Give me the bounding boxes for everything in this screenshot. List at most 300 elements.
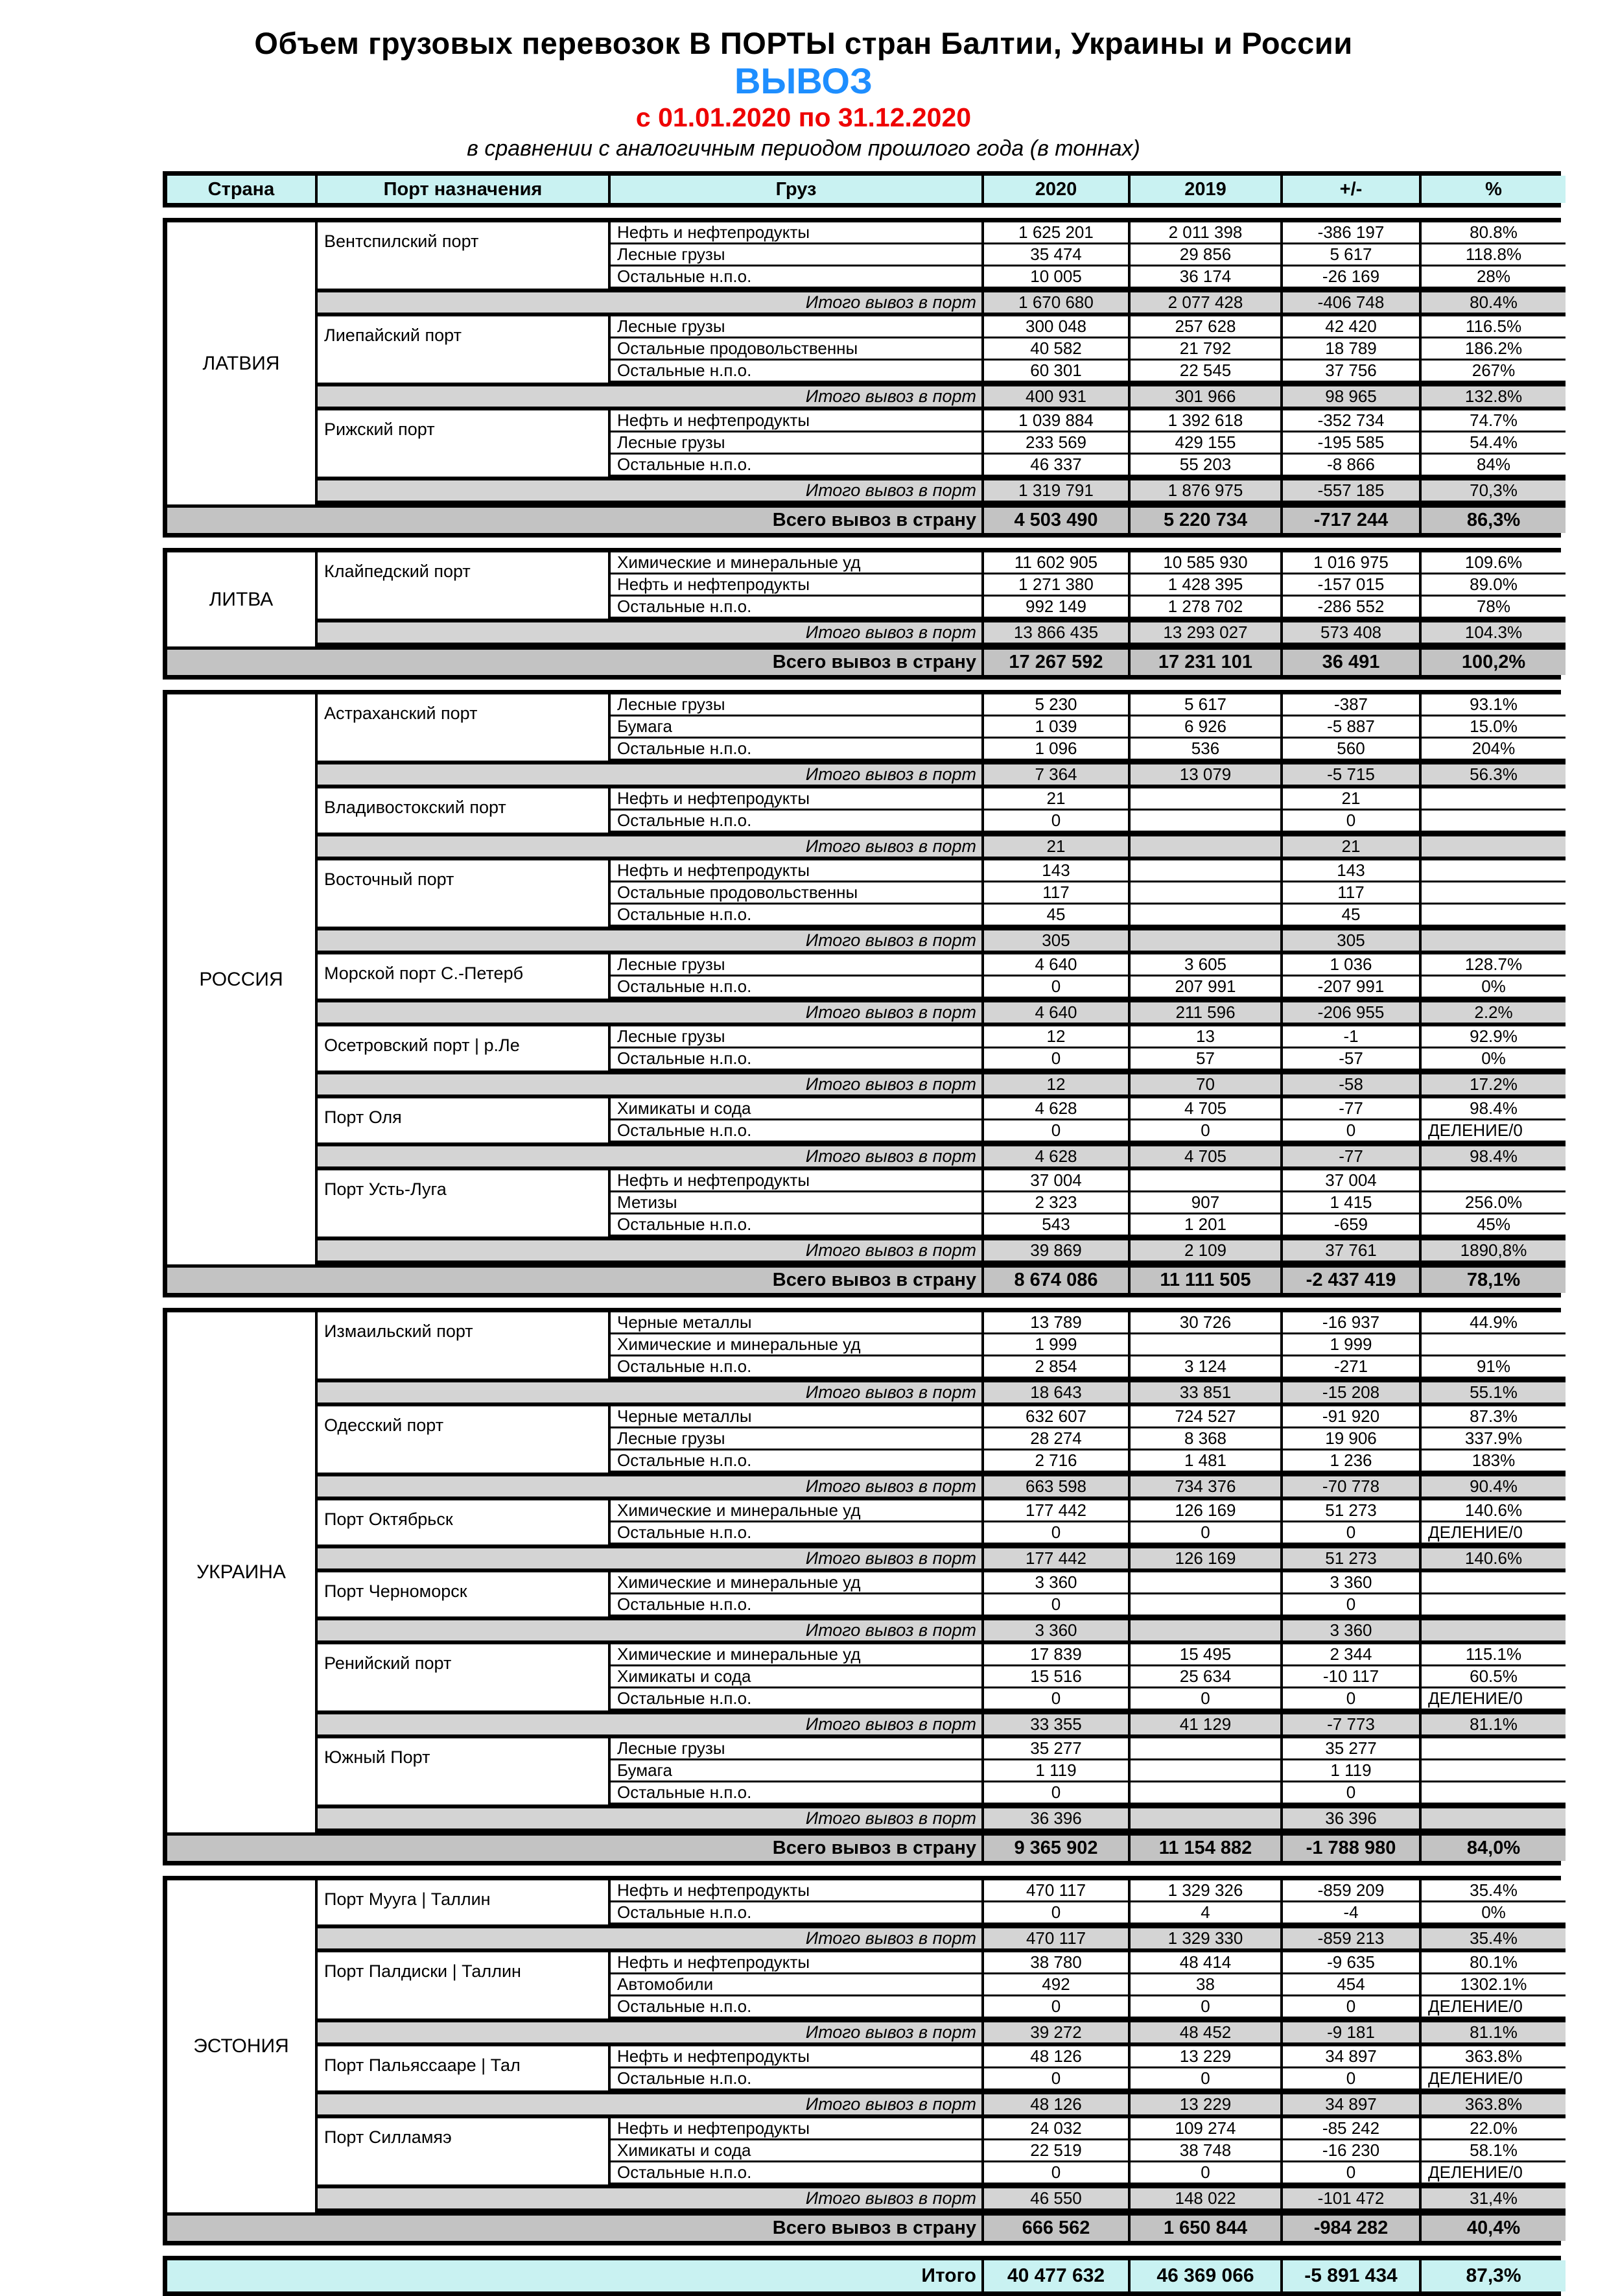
cargo-name: Нефть и нефтепродукты — [611, 574, 984, 597]
value-2019: 0 — [1131, 1120, 1283, 1142]
export-subtitle: ВЫВОЗ — [734, 60, 873, 101]
port-name: Морской порт С.-Петерб — [318, 954, 611, 999]
cargo-name: Остальные н.п.о. — [611, 1356, 984, 1379]
port-total-value-diff: -15 208 — [1283, 1379, 1422, 1406]
cargo-name: Остальные н.п.о. — [611, 1688, 984, 1710]
port-total-label: Итого вывоз в порт — [318, 1710, 984, 1738]
cargo-name: Нефть и нефтепродукты — [611, 860, 984, 882]
port-name: Порт Силламяэ — [318, 2118, 611, 2184]
value-diff: -85 242 — [1283, 2118, 1422, 2140]
value-pct: 128.7% — [1422, 954, 1566, 976]
value-pct: 98.4% — [1422, 1098, 1566, 1120]
cargo-name: Остальные н.п.о. — [611, 1996, 984, 2018]
value-pct — [1422, 860, 1566, 882]
value-2020: 0 — [984, 1522, 1131, 1544]
value-2020: 28 274 — [984, 1428, 1131, 1450]
value-pct: 118.8% — [1422, 244, 1566, 266]
column-header-2019: 2019 — [1131, 176, 1283, 203]
value-2020: 992 149 — [984, 597, 1131, 619]
port-name: Одесский порт — [318, 1406, 611, 1473]
port-total-value-pct: 70,3% — [1422, 477, 1566, 504]
value-2019: 5 617 — [1131, 694, 1283, 716]
value-2019: 6 926 — [1131, 716, 1283, 739]
port-total-label: Итого вывоз в порт — [318, 1544, 984, 1572]
value-pct: 204% — [1422, 739, 1566, 761]
cargo-name: Остальные н.п.о. — [611, 266, 984, 289]
value-2019: 55 203 — [1131, 455, 1283, 477]
value-2020: 1 039 884 — [984, 410, 1131, 432]
value-2019: 21 792 — [1131, 338, 1283, 361]
value-2020: 0 — [984, 976, 1131, 999]
value-pct: 87.3% — [1422, 1406, 1566, 1428]
cargo-name: Химикаты и сода — [611, 2140, 984, 2162]
value-2020: 4 628 — [984, 1098, 1131, 1120]
cargo-name: Химикаты и сода — [611, 1666, 984, 1688]
value-diff: 0 — [1283, 811, 1422, 833]
value-diff: 454 — [1283, 1974, 1422, 1996]
value-pct: 93.1% — [1422, 694, 1566, 716]
port-total-value-diff: -406 748 — [1283, 289, 1422, 316]
port-total-value-2019: 1 876 975 — [1131, 477, 1283, 504]
value-2019: 429 155 — [1131, 432, 1283, 455]
port-total-value-pct: 17.2% — [1422, 1071, 1566, 1098]
value-2020: 0 — [984, 2068, 1131, 2090]
country-total-value-2020: 9 365 902 — [984, 1832, 1131, 1861]
value-2020: 1 039 — [984, 716, 1131, 739]
value-2019: 22 545 — [1131, 361, 1283, 383]
grand-total-label: Итого — [167, 2260, 984, 2291]
port-total-value-pct: 2.2% — [1422, 999, 1566, 1026]
value-2020: 13 789 — [984, 1312, 1131, 1334]
value-pct: 140.6% — [1422, 1500, 1566, 1522]
port-total-value-diff: 573 408 — [1283, 619, 1422, 646]
port-total-value-diff: -9 181 — [1283, 2018, 1422, 2046]
value-2020: 0 — [984, 1688, 1131, 1710]
value-diff: -8 866 — [1283, 455, 1422, 477]
country-total-label: Всего вывоз в страну — [167, 2212, 984, 2241]
value-diff: 3 360 — [1283, 1572, 1422, 1594]
value-pct: 109.6% — [1422, 552, 1566, 574]
port-name: Лиепайский порт — [318, 316, 611, 383]
value-2019: 1 392 618 — [1131, 410, 1283, 432]
cargo-name: Остальные н.п.о. — [611, 361, 984, 383]
cargo-name: Лесные грузы — [611, 954, 984, 976]
value-2019: 48 414 — [1131, 1952, 1283, 1974]
value-2019: 4 — [1131, 1902, 1283, 1924]
value-2020: 0 — [984, 1120, 1131, 1142]
port-name: Рижский порт — [318, 410, 611, 477]
country-total-value-2020: 8 674 086 — [984, 1264, 1131, 1293]
port-total-label: Итого вывоз в порт — [318, 761, 984, 788]
value-pct: 15.0% — [1422, 716, 1566, 739]
port-name: Порт Мууга | Таллин — [318, 1880, 611, 1924]
port-total-value-diff: -70 778 — [1283, 1473, 1422, 1500]
cargo-name: Нефть и нефтепродукты — [611, 222, 984, 244]
value-2019: 57 — [1131, 1048, 1283, 1071]
value-2019: 0 — [1131, 1688, 1283, 1710]
port-total-value-2020: 33 355 — [984, 1710, 1131, 1738]
country-total-label: Всего вывоз в страну — [167, 504, 984, 533]
port-total-value-pct: 35.4% — [1422, 1924, 1566, 1952]
port-total-value-2020: 663 598 — [984, 1473, 1131, 1500]
value-2020: 2 716 — [984, 1450, 1131, 1473]
value-2019 — [1131, 882, 1283, 905]
column-header-port: Порт назначения — [318, 176, 611, 203]
port-total-label: Итого вывоз в порт — [318, 833, 984, 860]
value-2020: 45 — [984, 905, 1131, 927]
port-name: Порт Черноморск — [318, 1572, 611, 1616]
value-2020: 492 — [984, 1974, 1131, 1996]
value-2020: 21 — [984, 788, 1131, 811]
value-2019 — [1131, 811, 1283, 833]
value-2019: 36 174 — [1131, 266, 1283, 289]
value-pct: 92.9% — [1422, 1026, 1566, 1048]
port-total-value-diff: 51 273 — [1283, 1544, 1422, 1572]
port-total-value-diff: 3 360 — [1283, 1616, 1422, 1644]
cargo-name: Остальные н.п.о. — [611, 905, 984, 927]
value-2020: 177 442 — [984, 1500, 1131, 1522]
port-total-label: Итого вывоз в порт — [318, 383, 984, 410]
port-name: Вентспилский порт — [318, 222, 611, 289]
value-pct: 80.1% — [1422, 1952, 1566, 1974]
cargo-name: Остальные н.п.о. — [611, 1782, 984, 1805]
cargo-name: Нефть и нефтепродукты — [611, 1170, 984, 1192]
port-total-value-2019: 13 293 027 — [1131, 619, 1283, 646]
port-total-value-pct: 55.1% — [1422, 1379, 1566, 1406]
value-diff: 2 344 — [1283, 1644, 1422, 1666]
value-2020: 15 516 — [984, 1666, 1131, 1688]
value-2020: 2 323 — [984, 1192, 1131, 1214]
value-2019 — [1131, 905, 1283, 927]
value-2020: 12 — [984, 1026, 1131, 1048]
value-2020: 48 126 — [984, 2046, 1131, 2068]
port-total-value-2019 — [1131, 1805, 1283, 1832]
value-2019: 0 — [1131, 1522, 1283, 1544]
port-name: Порт Палдиски | Таллин — [318, 1952, 611, 2018]
cargo-name: Химические и минеральные уд — [611, 1644, 984, 1666]
country-total-label: Всего вывоз в страну — [167, 1832, 984, 1861]
value-2020: 143 — [984, 860, 1131, 882]
port-name: Порт Пальяссааре | Тал — [318, 2046, 611, 2090]
value-2020: 1 999 — [984, 1334, 1131, 1356]
cargo-name: Черные металлы — [611, 1406, 984, 1428]
value-2019 — [1131, 1170, 1283, 1192]
country-total-value-pct: 84,0% — [1422, 1832, 1566, 1861]
port-total-value-2019: 2 077 428 — [1131, 289, 1283, 316]
country-total-value-diff: -1 788 980 — [1283, 1832, 1422, 1861]
country-total-value-pct: 100,2% — [1422, 646, 1566, 675]
value-2019: 1 201 — [1131, 1214, 1283, 1237]
grand-total-value-pct: 87,3% — [1422, 2260, 1566, 2291]
cargo-name: Лесные грузы — [611, 316, 984, 338]
column-header-diff: +/- — [1283, 176, 1422, 203]
value-diff: 0 — [1283, 1996, 1422, 2018]
cargo-name: Нефть и нефтепродукты — [611, 1880, 984, 1902]
country-total-value-2019: 11 111 505 — [1131, 1264, 1283, 1293]
value-pct: ДЕЛЕНИЕ/0 — [1422, 1688, 1566, 1710]
value-2020: 1 096 — [984, 739, 1131, 761]
cargo-name: Остальные н.п.о. — [611, 1594, 984, 1616]
port-name: Порт Усть-Луга — [318, 1170, 611, 1237]
port-total-value-diff: -101 472 — [1283, 2184, 1422, 2212]
page-title: Объем грузовых перевозок В ПОРТЫ стран Балтии, Украины и России — [254, 26, 1353, 60]
cargo-name: Лесные грузы — [611, 694, 984, 716]
value-2019: 1 481 — [1131, 1450, 1283, 1473]
port-total-value-2020: 13 866 435 — [984, 619, 1131, 646]
table-body — [163, 218, 1561, 2245]
value-pct: 186.2% — [1422, 338, 1566, 361]
country-block — [163, 690, 1561, 1297]
value-2019: 1 329 326 — [1131, 1880, 1283, 1902]
port-total-value-2020: 3 360 — [984, 1616, 1131, 1644]
value-2019: 38 748 — [1131, 2140, 1283, 2162]
cargo-name: Остальные н.п.о. — [611, 597, 984, 619]
value-2020: 632 607 — [984, 1406, 1131, 1428]
grand-total-value-diff: -5 891 434 — [1283, 2260, 1422, 2291]
value-diff: 0 — [1283, 1522, 1422, 1544]
port-total-value-pct: 98.4% — [1422, 1142, 1566, 1170]
port-total-value-2020: 1 670 680 — [984, 289, 1131, 316]
value-2020: 24 032 — [984, 2118, 1131, 2140]
value-2020: 35 474 — [984, 244, 1131, 266]
port-total-value-2019: 13 229 — [1131, 2090, 1283, 2118]
value-2020: 11 602 905 — [984, 552, 1131, 574]
port-total-label: Итого вывоз в порт — [318, 1924, 984, 1952]
port-total-value-2020: 48 126 — [984, 2090, 1131, 2118]
value-2020: 4 640 — [984, 954, 1131, 976]
value-2019: 38 — [1131, 1974, 1283, 1996]
value-diff: -157 015 — [1283, 574, 1422, 597]
value-2019: 0 — [1131, 2162, 1283, 2184]
value-diff: 1 016 975 — [1283, 552, 1422, 574]
value-diff: 51 273 — [1283, 1500, 1422, 1522]
country-total-value-2019: 5 220 734 — [1131, 504, 1283, 533]
value-2020: 35 277 — [984, 1738, 1131, 1760]
period-subtitle: с 01.01.2020 по 31.12.2020 — [635, 102, 972, 133]
port-name: Владивостокский порт — [318, 788, 611, 833]
cargo-name: Химические и минеральные уд — [611, 1572, 984, 1594]
port-total-value-pct — [1422, 1805, 1566, 1832]
value-diff: 5 617 — [1283, 244, 1422, 266]
value-2019: 13 — [1131, 1026, 1283, 1048]
cargo-name: Остальные н.п.о. — [611, 811, 984, 833]
value-2019: 207 991 — [1131, 976, 1283, 999]
port-total-value-2020: 177 442 — [984, 1544, 1131, 1572]
port-total-value-pct — [1422, 927, 1566, 954]
value-pct: ДЕЛЕНИЕ/0 — [1422, 2162, 1566, 2184]
value-2019: 724 527 — [1131, 1406, 1283, 1428]
column-header-country: Страна — [167, 176, 318, 203]
value-diff: 560 — [1283, 739, 1422, 761]
value-pct — [1422, 882, 1566, 905]
value-pct: 74.7% — [1422, 410, 1566, 432]
port-total-value-2019: 4 705 — [1131, 1142, 1283, 1170]
value-2019: 10 585 930 — [1131, 552, 1283, 574]
port-name: Осетровский порт | р.Ле — [318, 1026, 611, 1071]
port-total-value-2019: 41 129 — [1131, 1710, 1283, 1738]
country-block — [163, 1876, 1561, 2245]
value-2020: 0 — [984, 1048, 1131, 1071]
port-total-value-2019: 70 — [1131, 1071, 1283, 1098]
port-total-value-2020: 21 — [984, 833, 1131, 860]
cargo-name: Нефть и нефтепродукты — [611, 2118, 984, 2140]
port-total-label: Итого вывоз в порт — [318, 1237, 984, 1264]
cargo-name: Остальные н.п.о. — [611, 1522, 984, 1544]
value-diff: 0 — [1283, 2068, 1422, 2090]
value-pct: ДЕЛЕНИЕ/0 — [1422, 1522, 1566, 1544]
country-total-value-pct: 40,4% — [1422, 2212, 1566, 2241]
value-2020: 0 — [984, 1996, 1131, 2018]
value-2019: 4 705 — [1131, 1098, 1283, 1120]
country-block — [163, 218, 1561, 538]
cargo-name: Остальные н.п.о. — [611, 1120, 984, 1142]
port-total-label: Итого вывоз в порт — [318, 1805, 984, 1832]
cargo-name: Бумага — [611, 716, 984, 739]
value-diff: -26 169 — [1283, 266, 1422, 289]
value-2019: 15 495 — [1131, 1644, 1283, 1666]
column-header-cargo: Груз — [611, 176, 984, 203]
value-2020: 0 — [984, 811, 1131, 833]
port-total-value-pct: 31,4% — [1422, 2184, 1566, 2212]
value-pct: 0% — [1422, 1902, 1566, 1924]
value-pct: 54.4% — [1422, 432, 1566, 455]
country-total-value-2019: 11 154 882 — [1131, 1832, 1283, 1861]
country-total-value-pct: 86,3% — [1422, 504, 1566, 533]
value-diff: -271 — [1283, 1356, 1422, 1379]
port-total-label: Итого вывоз в порт — [318, 2090, 984, 2118]
country-total-value-2020: 666 562 — [984, 2212, 1131, 2241]
port-total-label: Итого вывоз в порт — [318, 1616, 984, 1644]
column-header-pct: % — [1422, 176, 1566, 203]
value-pct — [1422, 905, 1566, 927]
port-total-value-pct: 80.4% — [1422, 289, 1566, 316]
value-diff: -10 117 — [1283, 1666, 1422, 1688]
value-diff: 0 — [1283, 1120, 1422, 1142]
value-pct: 44.9% — [1422, 1312, 1566, 1334]
value-2019: 536 — [1131, 739, 1283, 761]
value-2020: 2 854 — [984, 1356, 1131, 1379]
port-total-value-pct — [1422, 833, 1566, 860]
value-2019 — [1131, 1782, 1283, 1805]
port-name: Порт Октябрьск — [318, 1500, 611, 1544]
value-pct: 0% — [1422, 976, 1566, 999]
port-total-value-2020: 18 643 — [984, 1379, 1131, 1406]
country-label: УКРАИНА — [167, 1312, 318, 1832]
value-pct: 80.8% — [1422, 222, 1566, 244]
port-total-value-2019 — [1131, 1616, 1283, 1644]
value-pct: 45% — [1422, 1214, 1566, 1237]
value-2020: 46 337 — [984, 455, 1131, 477]
cargo-name: Нефть и нефтепродукты — [611, 410, 984, 432]
port-total-value-pct: 140.6% — [1422, 1544, 1566, 1572]
port-total-value-2020: 12 — [984, 1071, 1131, 1098]
value-diff: -659 — [1283, 1214, 1422, 1237]
port-total-value-pct: 363.8% — [1422, 2090, 1566, 2118]
cargo-name: Остальные н.п.о. — [611, 1902, 984, 1924]
value-pct: 78% — [1422, 597, 1566, 619]
value-2019 — [1131, 1334, 1283, 1356]
value-pct — [1422, 1594, 1566, 1616]
value-2019: 257 628 — [1131, 316, 1283, 338]
value-pct: 1302.1% — [1422, 1974, 1566, 1996]
cargo-name: Химические и минеральные уд — [611, 1334, 984, 1356]
value-2019 — [1131, 1760, 1283, 1782]
country-label: ЛАТВИЯ — [167, 222, 318, 504]
value-pct: 22.0% — [1422, 2118, 1566, 2140]
value-2020: 543 — [984, 1214, 1131, 1237]
cargo-name: Химикаты и сода — [611, 1098, 984, 1120]
value-2019: 109 274 — [1131, 2118, 1283, 2140]
value-pct — [1422, 811, 1566, 833]
port-total-value-diff: -7 773 — [1283, 1710, 1422, 1738]
value-2019: 907 — [1131, 1192, 1283, 1214]
value-2019: 1 278 702 — [1131, 597, 1283, 619]
value-pct — [1422, 1782, 1566, 1805]
country-total-value-diff: -2 437 419 — [1283, 1264, 1422, 1293]
grand-total-row — [163, 2256, 1561, 2296]
port-total-value-2019: 211 596 — [1131, 999, 1283, 1026]
value-pct: 337.9% — [1422, 1428, 1566, 1450]
value-pct: 60.5% — [1422, 1666, 1566, 1688]
value-diff: 42 420 — [1283, 316, 1422, 338]
port-total-value-diff: -859 213 — [1283, 1924, 1422, 1952]
value-diff: 37 004 — [1283, 1170, 1422, 1192]
value-diff: 37 756 — [1283, 361, 1422, 383]
port-name: Южный Порт — [318, 1738, 611, 1805]
port-total-value-pct: 90.4% — [1422, 1473, 1566, 1500]
value-pct — [1422, 788, 1566, 811]
value-pct — [1422, 1170, 1566, 1192]
cargo-name: Лесные грузы — [611, 1738, 984, 1760]
cargo-name: Остальные н.п.о. — [611, 976, 984, 999]
port-total-value-2019 — [1131, 927, 1283, 954]
value-diff: -859 209 — [1283, 1880, 1422, 1902]
value-diff: -4 — [1283, 1902, 1422, 1924]
country-total-value-diff: 36 491 — [1283, 646, 1422, 675]
port-total-label: Итого вывоз в порт — [318, 999, 984, 1026]
port-total-value-diff: 37 761 — [1283, 1237, 1422, 1264]
value-diff: -352 734 — [1283, 410, 1422, 432]
country-total-value-2019: 17 231 101 — [1131, 646, 1283, 675]
value-diff: 45 — [1283, 905, 1422, 927]
value-2020: 1 119 — [984, 1760, 1131, 1782]
port-total-value-diff: 21 — [1283, 833, 1422, 860]
port-total-value-pct: 81.1% — [1422, 1710, 1566, 1738]
value-pct: 28% — [1422, 266, 1566, 289]
value-diff: 0 — [1283, 1782, 1422, 1805]
port-total-value-diff: -58 — [1283, 1071, 1422, 1098]
value-diff: -77 — [1283, 1098, 1422, 1120]
value-2020: 0 — [984, 2162, 1131, 2184]
port-total-value-2020: 7 364 — [984, 761, 1131, 788]
value-diff: 19 906 — [1283, 1428, 1422, 1450]
port-total-value-2019: 148 022 — [1131, 2184, 1283, 2212]
value-2019 — [1131, 1738, 1283, 1760]
port-total-value-2020: 46 550 — [984, 2184, 1131, 2212]
value-2019: 0 — [1131, 2068, 1283, 2090]
value-pct: ДЕЛЕНИЕ/0 — [1422, 1996, 1566, 2018]
value-pct — [1422, 1738, 1566, 1760]
cargo-name: Нефть и нефтепродукты — [611, 2046, 984, 2068]
country-total-value-diff: -717 244 — [1283, 504, 1422, 533]
value-diff: -9 635 — [1283, 1952, 1422, 1974]
value-2020: 60 301 — [984, 361, 1131, 383]
value-2019: 126 169 — [1131, 1500, 1283, 1522]
value-2019: 8 368 — [1131, 1428, 1283, 1450]
value-pct: 84% — [1422, 455, 1566, 477]
cargo-name: Лесные грузы — [611, 1026, 984, 1048]
port-total-label: Итого вывоз в порт — [318, 1473, 984, 1500]
